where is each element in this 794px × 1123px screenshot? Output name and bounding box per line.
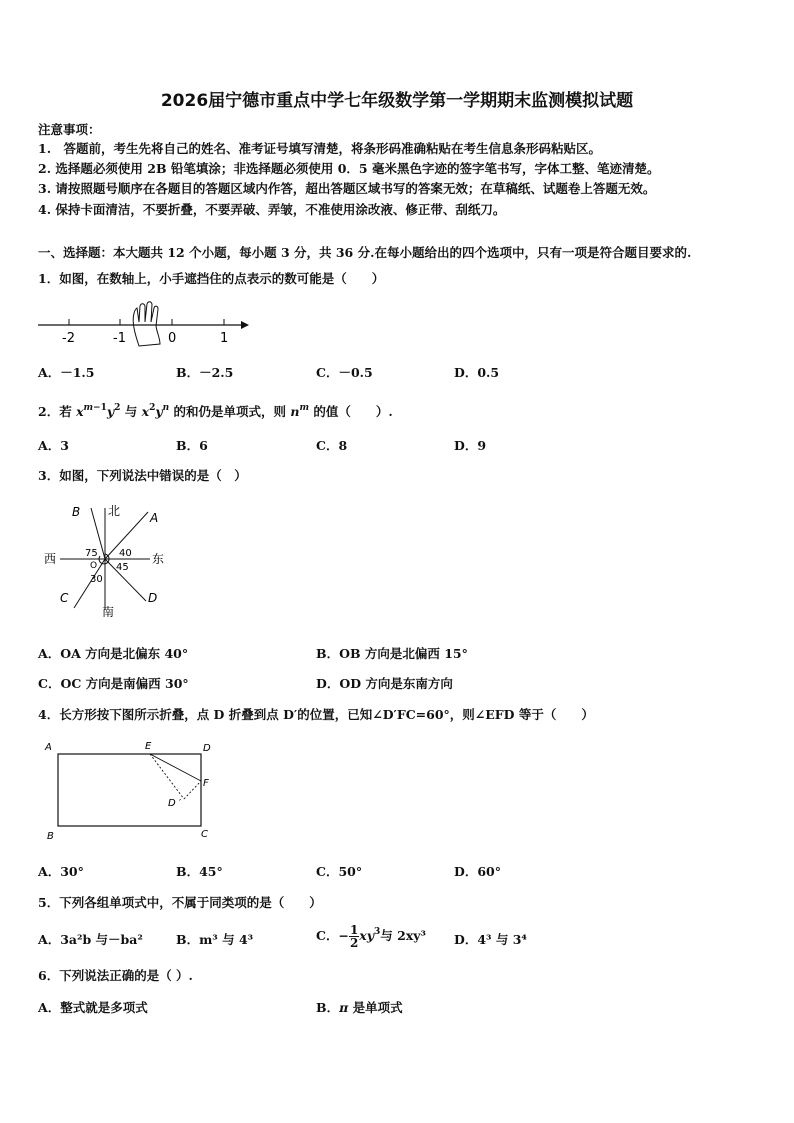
q5-option-c-fraction: − $\frac{1}{2}$ $xy^3$ (338, 923, 381, 950)
q2-expr: $n^m$ (290, 403, 310, 419)
label-north: 北 (108, 504, 121, 518)
fold-line-ef (150, 754, 201, 781)
notice-item-1: 1. 答题前，考生先将自己的姓名、准考证号填写清楚，将条形码准确粘贴在考生信息条形码粘贴区。 (38, 141, 602, 156)
q1-option-c: C．－0.5 (316, 365, 373, 380)
q2-mid2: 的和仍是单项式，则 (173, 404, 287, 419)
q4-option-d: D．60° (454, 864, 501, 879)
page-title: 2026届宁德市重点中学七年级数学第一学期期末监测模拟试题 (160, 91, 634, 111)
q5-stem: 5．下列各组单项式中，不属于同类项的是（ ） (38, 895, 322, 910)
q2-stem (38, 400, 393, 420)
q2-option-d: D．9 (454, 438, 487, 453)
q4-option-b: B．45° (176, 864, 223, 879)
q2-tail: 的值（ ）. (313, 404, 393, 419)
segment-d-prime-f (184, 781, 201, 799)
label-a: A (150, 511, 159, 525)
q6-option-b (316, 1000, 403, 1016)
angle-45: 45 (116, 562, 129, 573)
q1-option-b: B．－2.5 (176, 365, 234, 380)
q5-option-c-tail: 与 2xy³ (380, 928, 427, 943)
q1-option-a: A．－1.5 (38, 365, 95, 380)
q6-option-b-label: B． (316, 1000, 340, 1015)
q4-option-c: C．50° (316, 864, 363, 879)
angle-75: 75 (85, 548, 98, 559)
compass-figure (38, 498, 178, 622)
label-d: D (148, 591, 158, 605)
q3-option-b: B．OB 方向是北偏西 15° (316, 646, 468, 661)
label-c: C (60, 591, 69, 605)
q4-stem: 4．长方形按下图所示折叠，点 D 折叠到点 D′的位置，已知∠D′FC=60°，则∠EFD 等于（ ） (38, 707, 594, 722)
label-o: O (90, 561, 98, 571)
q5-option-c (316, 924, 426, 949)
q2-mid: 与 (124, 404, 138, 419)
folding-rectangle-figure (42, 737, 222, 845)
q1-stem: 1．如图，在数轴上，小手遮挡住的点表示的数可能是（ ） (38, 271, 385, 286)
q3-option-a: A．OA 方向是北偏东 40° (38, 646, 189, 661)
label-d-prime: D ′ (168, 798, 182, 809)
number-line-figure (36, 300, 256, 350)
number-line-arrow (241, 321, 249, 329)
q3-stem: 3．如图，下列说法中错误的是（ ） (38, 468, 247, 483)
q5-option-c-label: C． (316, 928, 339, 943)
q1-option-d: D．0.5 (454, 365, 500, 380)
notice-item-3: 3. 请按照题号顺序在各题目的答题区域内作答，超出答题区域书写的答案无效；在草稿纸、试题卷上答题无效。 (38, 181, 656, 196)
label-c: C (201, 829, 208, 840)
tick-label-minus-1: -1 (113, 331, 126, 346)
q4-option-a: A．30° (38, 864, 84, 879)
notice-heading: 注意事项： (38, 122, 101, 137)
q2-num: 2．若 (38, 404, 72, 419)
label-b: B (72, 505, 81, 519)
angle-30: 30 (90, 574, 103, 585)
q2-option-b: B．6 (176, 438, 208, 453)
rectangle-abcd (58, 754, 201, 826)
q2-term-2: $x^2y^n$ (141, 403, 170, 419)
angle-40: 40 (119, 548, 132, 559)
q5-option-b: B．m³ 与 4³ (176, 932, 254, 947)
tick-label-minus-2: -2 (62, 331, 75, 346)
tick-label-1: 1 (220, 331, 229, 346)
q6-option-b-tail: 是单项式 (348, 1000, 403, 1015)
q6-option-a: A．整式就是多项式 (38, 1000, 148, 1015)
notice-item-4: 4. 保持卡面清洁，不要折叠，不要弄破、弄皱，不准使用涂改液、修正带、刮纸刀。 (38, 202, 506, 217)
label-d: D (203, 743, 211, 754)
section-heading: 一、选择题：本大题共 12 个小题，每小题 3 分，共 36 分.在每小题给出的四个选项中，只有一项是符合题目要求的. (38, 245, 692, 260)
label-east: 东 (152, 552, 165, 566)
segment-ed-prime (150, 754, 184, 799)
label-e: E (145, 741, 152, 752)
q2-term-1: $x^{m-1}y^2$ (76, 403, 121, 419)
q6-option-b-pi: π (339, 1000, 349, 1015)
label-west: 西 (44, 552, 57, 566)
q5-option-d: D．4³ 与 3⁴ (454, 932, 527, 947)
q6-stem: 6．下列说法正确的是（ ）. (38, 968, 193, 983)
hand-icon (133, 302, 160, 346)
label-f: F (203, 778, 209, 789)
q3-option-c: C．OC 方向是南偏西 30° (38, 676, 189, 691)
q5-option-a: A．3a²b 与－ba² (38, 932, 143, 947)
label-south: 南 (102, 605, 115, 619)
q2-option-a: A．3 (38, 438, 69, 453)
label-b: B (47, 831, 54, 842)
q2-option-c: C．8 (316, 438, 348, 453)
tick-label-0: 0 (168, 331, 177, 346)
q3-option-d: D．OD 方向是东南方向 (316, 676, 453, 691)
label-a: A (45, 742, 52, 753)
notice-item-2: 2. 选择题必须使用 2B 铅笔填涂；非选择题必须使用 0．5 毫米黑色字迹的签字笔书写，字体工整、笔迹清楚。 (38, 161, 660, 176)
